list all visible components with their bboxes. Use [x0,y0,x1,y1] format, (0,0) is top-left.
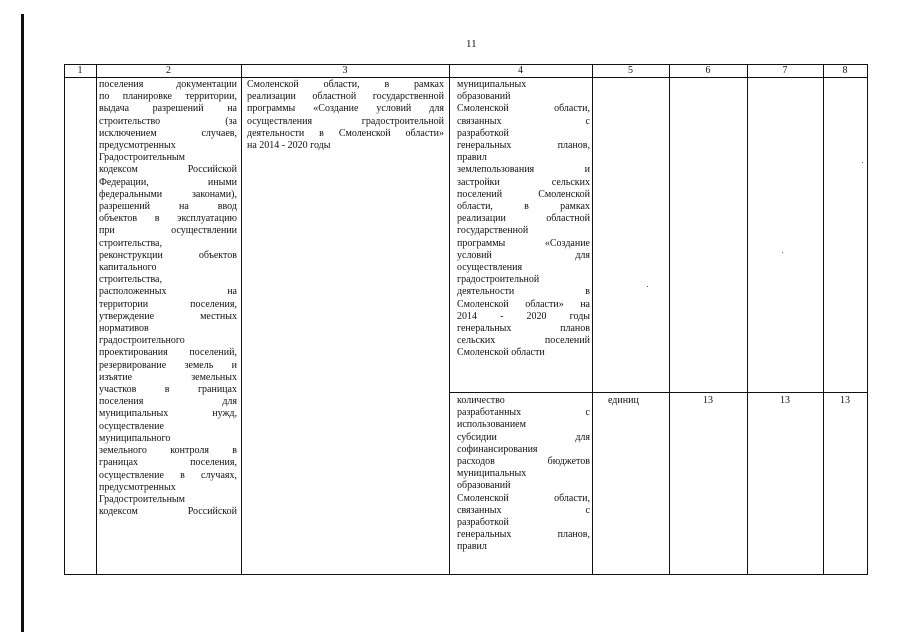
cell-indicator-description [457,79,590,360]
text-line: муниципальных нужд, [99,408,237,420]
col-header-8: 8 [842,65,848,76]
text-line: правил [457,541,487,553]
text-line: муниципального [99,432,171,444]
cell-value-col6: 13 [703,395,713,406]
text-line: Смоленской области, в рамках [247,79,444,90]
text-line: правил [457,152,487,164]
text-line: расположенных на [99,286,237,298]
text-line: предусмотренных [99,481,176,493]
text-line: области, в рамках [457,201,590,213]
cell-indicator-quantity [457,395,590,554]
text-line: градостроительного [99,335,185,347]
col-header-7: 7 [782,65,788,76]
text-line: Градостроительным [99,152,185,164]
text-line: нормативов [99,323,149,335]
text-line: разработкой [457,517,509,529]
data-table [64,64,868,575]
text-line: генеральных планов, [457,140,590,152]
text-line: разработанных с [457,407,590,419]
scan-speck [782,252,783,253]
binding-margin-line [21,14,24,632]
text-line: генеральных планов [457,323,590,335]
text-line: количество [457,395,505,406]
text-line: Федерации, иными [99,176,237,188]
text-line: Градостроительным [99,493,185,505]
text-line: генеральных планов, [457,529,590,541]
text-line: при осуществлении [99,225,237,237]
text-line: строительство (за [99,115,237,127]
scan-speck [647,286,648,287]
text-line: исключением случаев, [99,127,237,139]
text-line: программы «Создание [457,237,590,249]
text-line: субсидии для [457,431,590,443]
text-line: государственной [457,225,529,237]
text-line: федеральными законами), [99,188,237,200]
text-line: 2014 - 2020 годы [457,310,590,322]
text-line: осуществления градостроительной [247,115,444,127]
text-line: осуществления [457,262,523,274]
text-line: связанных с [457,115,590,127]
text-line: территории поселения, [99,298,237,310]
text-line: осуществление [99,420,164,432]
text-line: программы «Создание условий для [247,103,444,115]
col-border-7 [823,64,824,575]
col-header-2: 2 [166,65,171,76]
text-line: осуществление в случаях, [99,469,237,481]
col-header-1: 1 [77,65,83,76]
col-border-8 [867,64,868,575]
col-header-6: 6 [705,65,711,76]
col-border-6 [747,64,748,575]
text-line: реализации областной [457,213,590,225]
text-line: Смоленской области [457,347,545,359]
text-line: муниципальных [457,79,527,90]
text-line: кодексом Российской [99,506,237,518]
text-line: строительства, [99,237,162,249]
text-line: выдача разрешений на [99,103,237,115]
cell-value-col8: 13 [840,395,850,406]
text-line: градостроительной [457,274,540,286]
text-line: реализации областной государственной [247,91,444,103]
text-line: по планировке территории, [99,91,237,103]
text-line: образований [457,91,511,103]
col-header-4: 4 [518,65,523,76]
text-line: объектов в эксплуатацию [99,213,237,225]
text-line: разрешений на ввод [99,201,237,213]
text-line: участков в границах [99,384,237,396]
row-divider [449,392,868,393]
col-border-5 [669,64,670,575]
col-border-3 [449,64,450,575]
text-line: поселений Смоленской [457,188,590,200]
text-line: деятельности в Смоленской области» [247,127,444,139]
col-border-0 [64,64,65,575]
text-line: проектирования поселений, [99,347,237,359]
text-line: софинансирования [457,443,538,455]
scan-speck [862,162,863,163]
text-line: изъятие земельных [99,371,237,383]
text-line: образований [457,480,511,492]
text-line: капитального [99,262,157,274]
text-line: земельного контроля в [99,445,237,457]
col-border-2 [241,64,242,575]
page-number: 11 [466,38,477,50]
text-line: строительства, [99,274,162,286]
text-line: на 2014 - 2020 годы [247,140,331,152]
text-line: муниципальных [457,468,527,480]
text-line: резервирование земель и [99,359,237,371]
text-line: землепользования и [457,164,590,176]
text-line: Смоленской области, [457,103,590,115]
col-border-4 [592,64,593,575]
cell-value-col7: 13 [780,395,790,406]
text-line: предусмотренных [99,140,176,152]
text-line: условий для [457,249,590,261]
text-line: границах поселения, [99,457,237,469]
text-line: сельских поселений [457,335,590,347]
text-line: кодексом Российской [99,164,237,176]
text-line: Смоленской области» на [457,298,590,310]
col-header-5: 5 [628,65,633,76]
text-line: расходов бюджетов [457,456,590,468]
text-line: застройки сельских [457,176,590,188]
text-line: поселения для [99,396,237,408]
text-line: разработкой [457,127,509,139]
text-line: Смоленской области, [457,492,590,504]
text-line: использованием [457,419,526,431]
cell-powers-description [99,79,237,518]
text-line: реконструкции объектов [99,249,237,261]
cell-program-description [247,79,444,152]
text-line: связанных с [457,504,590,516]
col-header-3: 3 [342,65,348,76]
col-border-1 [96,64,97,575]
cell-unit: единиц [608,395,639,406]
text-line: утверждение местных [99,310,237,322]
text-line: деятельности в [457,286,590,298]
text-line: поселения документации [99,79,237,90]
